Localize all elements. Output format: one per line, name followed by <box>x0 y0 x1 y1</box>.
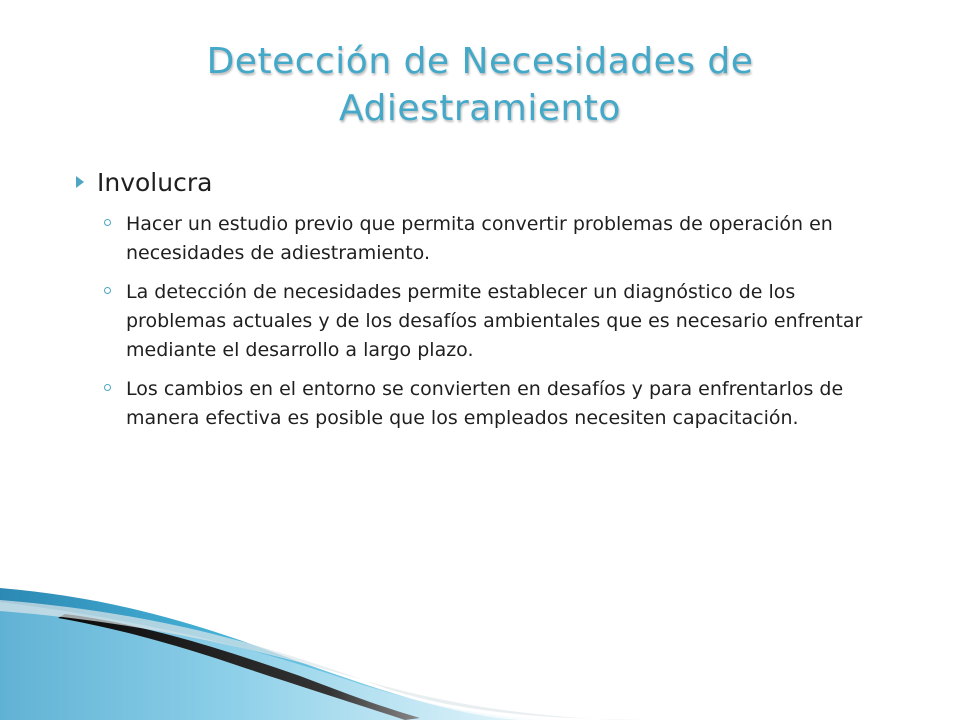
silver-swoosh <box>0 600 650 720</box>
ring-bullet-icon <box>104 219 111 226</box>
title-line-2: Adiestramiento <box>339 88 621 129</box>
sub-bullet-3-text: Los cambios en el entorno se convierten en desafíos y para enfrentarlos de manera efectiva es posible que los empleados necesiten capacitación. <box>126 378 844 429</box>
sub-bullet-2-text: La detección de necesidades permite establecer un diagnóstico de los problemas actuales y de los desafíos ambientales que es necesario enfrentar mediante el desarrollo a largo plazo. <box>126 281 863 361</box>
dark-swoosh <box>58 614 420 720</box>
sub-bullet-2 <box>60 278 920 365</box>
light-wave <box>0 602 560 720</box>
sub-bullet-list <box>60 210 920 433</box>
ring-bullet-icon <box>104 384 111 391</box>
slide-content <box>60 162 920 443</box>
ring-bullet-icon <box>104 287 111 294</box>
blue-wave <box>0 588 520 720</box>
triangle-arrow-icon <box>76 176 84 188</box>
sub-bullet-3 <box>60 375 920 433</box>
main-bullet-text: Involucra <box>97 168 213 197</box>
title-line-1: Detección de Necesidades de <box>206 41 754 82</box>
slide-title <box>60 38 900 132</box>
bottom-decoration <box>0 580 960 720</box>
main-bullet <box>60 162 920 204</box>
sub-bullet-1 <box>60 210 920 268</box>
sub-bullet-1-text: Hacer un estudio previo que permita convertir problemas de operación en necesidades de adiestramiento. <box>126 213 833 264</box>
